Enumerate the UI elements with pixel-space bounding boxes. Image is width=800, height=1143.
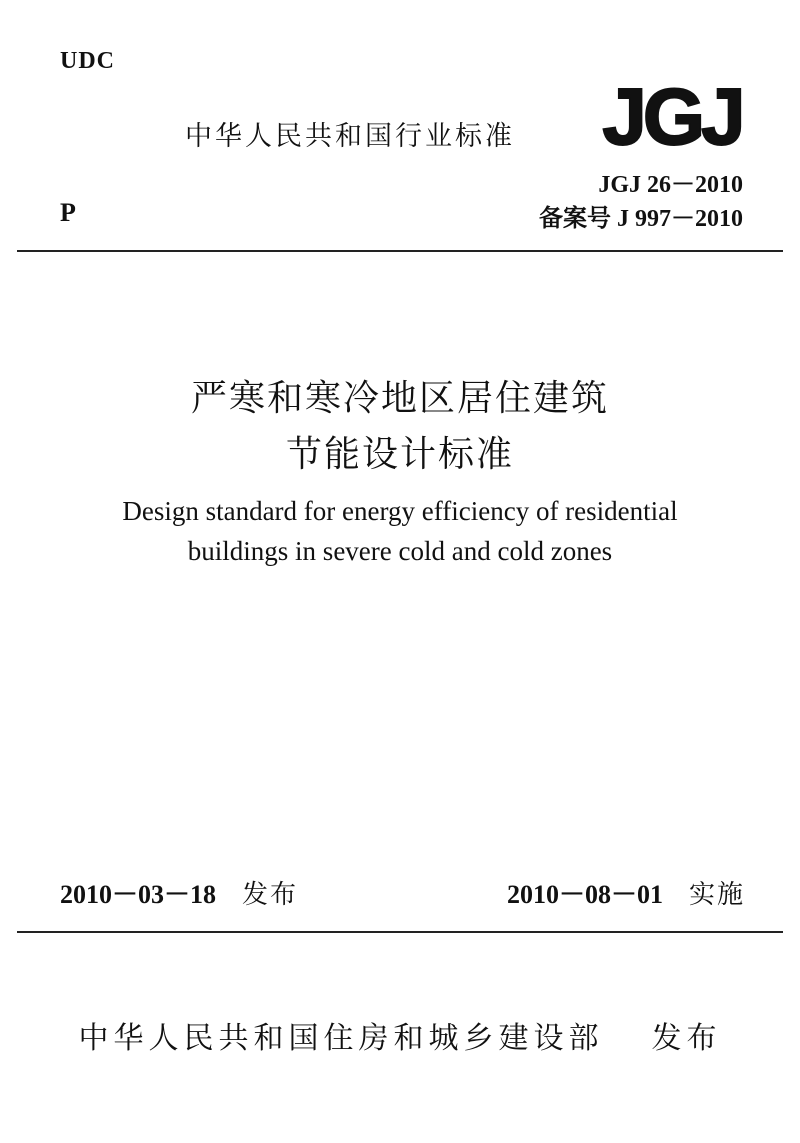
standard-category: 中华人民共和国行业标准 [185, 121, 515, 152]
implement-label: 实施 [688, 880, 745, 910]
issuer-name: 中华人民共和国住房和城乡建设部 [78, 1021, 604, 1056]
implement-date: 2010－08－01 [506, 880, 663, 909]
issue-date-block [60, 874, 298, 911]
issue-label: 发布 [242, 880, 299, 910]
issuer-block [0, 1013, 800, 1057]
standard-number: JGJ 26－2010 [598, 172, 743, 198]
standard-number-block [539, 168, 743, 236]
jgj-logo [600, 74, 745, 152]
top-divider [17, 250, 783, 252]
title-zh-line1: 严寒和寒冷地区居住建筑 [190, 378, 609, 419]
title-en-line1: Design standard for energy efficiency of residential [122, 496, 678, 526]
category-code: P [60, 198, 76, 227]
title-en-line2: buildings in severe cold and cold zones [187, 536, 613, 566]
issue-date: 2010－03－18 [60, 880, 217, 909]
record-number: 备案号 J 997－2010 [539, 206, 743, 232]
udc-label: UDC [60, 48, 115, 74]
issuer-verb: 发布 [651, 1021, 722, 1056]
title-zh-line2: 节能设计标准 [285, 434, 514, 475]
svg-text:JGJ: JGJ [602, 74, 742, 152]
bottom-divider [17, 931, 783, 933]
implement-date-block [507, 874, 745, 911]
